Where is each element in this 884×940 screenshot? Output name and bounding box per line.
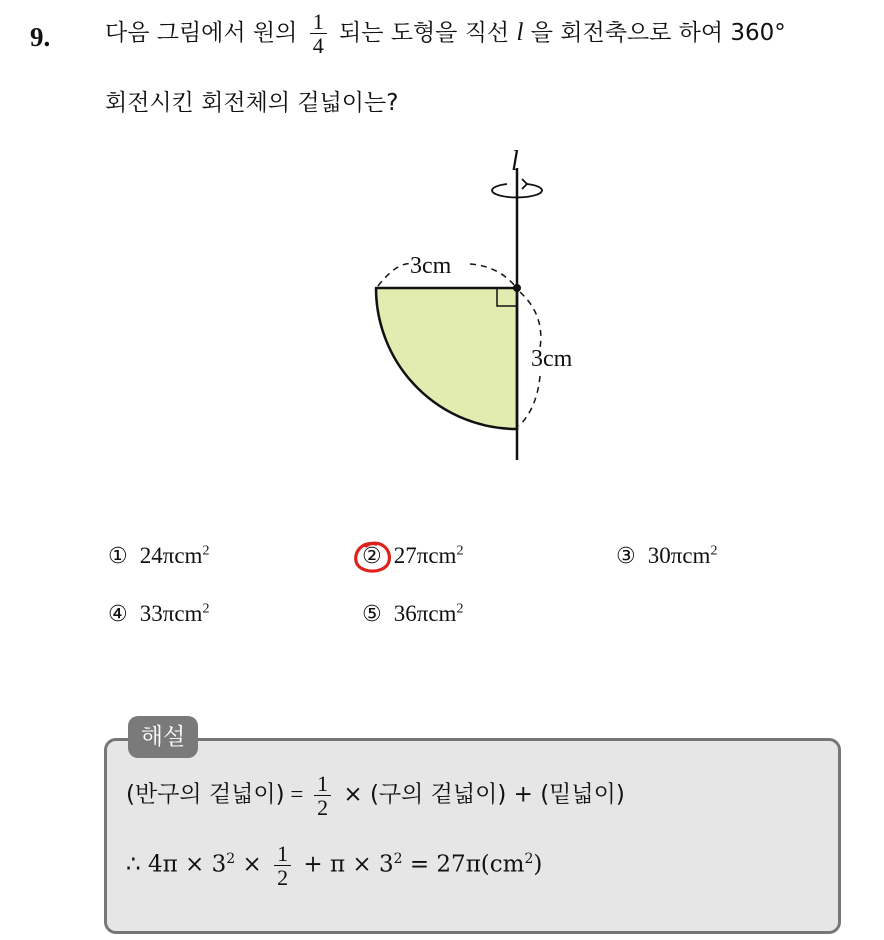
top-dimension-label: 3cm (410, 253, 452, 279)
choice-value: 33πcm (139, 601, 203, 626)
question-fraction (310, 10, 327, 57)
solution-fraction-2 (274, 842, 291, 889)
side-dimension-arc (520, 292, 541, 348)
choice-5[interactable] (362, 601, 463, 627)
choice-exponent: 2 (456, 601, 464, 617)
question-line-1 (105, 10, 786, 57)
rotation-arrowhead (522, 179, 527, 189)
choice-exponent: 2 (456, 543, 464, 559)
quarter-circle-region (376, 288, 517, 429)
axis-label: l (511, 146, 519, 177)
fraction-numerator: 1 (274, 842, 291, 866)
side-dimension-arc-lower (519, 376, 540, 426)
solution-term-rest: × (구의 겉넓이) + (밑넓이) (343, 781, 625, 808)
choice-mark: ③ (616, 544, 636, 569)
selected-answer-circle (352, 538, 394, 576)
solution-expr-a: ∴ 4π × 3 (126, 851, 227, 878)
question-text-mid: 되는 도형을 직선 (339, 20, 510, 47)
fraction-denominator: 2 (277, 865, 289, 891)
choice-3[interactable] (616, 543, 717, 569)
solution-term-hemisphere: (반구의 겉넓이) (126, 781, 285, 808)
choice-value: 27πcm (393, 543, 457, 568)
solution-expr-e: ) (533, 851, 543, 878)
solution-line-2 (126, 842, 542, 889)
solution-exp-2: 2 (393, 850, 403, 867)
solution-box (104, 738, 841, 934)
solution-line-1 (126, 772, 625, 819)
choice-mark: ② (362, 544, 382, 569)
question-text-post: 을 회전축으로 하여 360° (530, 20, 786, 47)
fraction-denominator: 2 (317, 795, 329, 821)
choice-1[interactable] (108, 543, 209, 569)
fraction-denominator: 4 (312, 33, 324, 59)
axis-variable: l (516, 19, 524, 47)
choice-value: 30πcm (647, 543, 711, 568)
choice-exponent: 2 (202, 601, 210, 617)
question-line-2: 회전시킨 회전체의 겉넓이는? (105, 90, 399, 116)
question-text-pre: 다음 그림에서 원의 (105, 20, 298, 47)
solution-expr-b: × (235, 851, 270, 878)
solution-equals: = (284, 781, 310, 807)
solution-expr-c: + π × 3 (296, 851, 394, 878)
solution-exp-1: 2 (226, 850, 236, 867)
choice-4[interactable] (108, 601, 209, 627)
choice-value: 36πcm (393, 601, 457, 626)
top-dimension-arc-right (470, 264, 515, 286)
center-point (513, 284, 521, 292)
solution-exp-3: 2 (524, 850, 534, 867)
fraction-numerator: 1 (310, 10, 327, 34)
choice-mark: ⑤ (362, 602, 382, 627)
question-number: 9. (30, 22, 51, 52)
solution-fraction-1 (314, 772, 331, 819)
choice-value: 24πcm (139, 543, 203, 568)
choice-mark: ① (108, 544, 128, 569)
choice-exponent: 2 (710, 543, 718, 559)
solution-expr-d: = 27π(cm (402, 851, 525, 878)
choice-exponent: 2 (202, 543, 210, 559)
fraction-numerator: 1 (314, 772, 331, 796)
quarter-circle-figure (330, 140, 610, 470)
choice-mark: ④ (108, 602, 128, 627)
side-dimension-label: 3cm (531, 346, 573, 372)
solution-tag: 해설 (128, 716, 198, 758)
